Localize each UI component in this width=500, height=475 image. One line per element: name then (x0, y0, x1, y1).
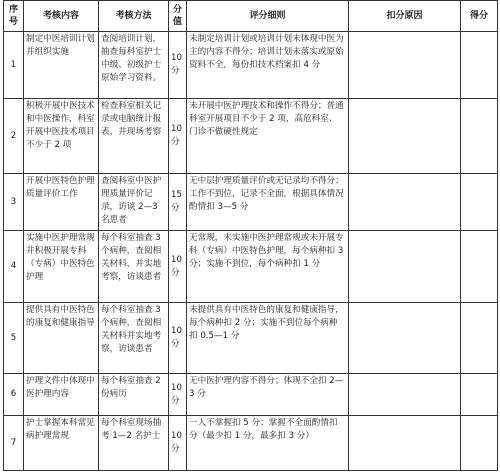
row-detail: 未提供具有中医特色的康复和健康指导，每个病种扣 2 分；实施不到位每个病种扣 0.5—1 分 (187, 303, 349, 374)
header-row (4, 1, 498, 32)
row-detail: 一人不掌握扣 5 分；掌握不全面酌情扣分（最少扣 1 分，最多扣 3 分） (187, 416, 349, 471)
row-content: 积极开展中医技术和中医操作，科室开展中医技术项目不少于 2 项 (24, 99, 99, 174)
row-no: 2 (4, 99, 24, 174)
row-method: 查阅培训计划，抽查每科室护士中级、初级护士原始学习资料。 (99, 32, 169, 99)
row-no: 1 (4, 32, 24, 99)
row-content: 护理文件中体现中医护理内容 (24, 374, 99, 416)
table-row (4, 174, 498, 231)
row-method: 每个科室抽查 3 个病种，查阅相关材料并实地考察，访谈患者 (99, 303, 169, 374)
row-reason (349, 416, 461, 471)
assessment-table (3, 0, 498, 471)
row-method: 检查科室相关记录或电脑统计报表，并现场考察 (99, 99, 169, 174)
header-got: 得分 (461, 1, 498, 32)
row-score: 10分 (169, 303, 187, 374)
row-content: 提供具有中医特色的康复和健康指导 (24, 303, 99, 374)
row-content: 护士掌握本科常见病护理常规 (24, 416, 99, 471)
row-got (461, 231, 498, 303)
row-score: 10分 (169, 231, 187, 303)
row-no: 6 (4, 374, 24, 416)
row-reason (349, 374, 461, 416)
row-reason (349, 231, 461, 303)
table-row (4, 303, 498, 374)
row-method: 每个科室现场抽考 1—2 名护士 (99, 416, 169, 471)
row-score: 10分 (169, 374, 187, 416)
table-row (4, 231, 498, 303)
row-got (461, 303, 498, 374)
row-got (461, 416, 498, 471)
row-score: 15分 (169, 174, 187, 231)
row-got (461, 32, 498, 99)
row-reason (349, 32, 461, 99)
row-no: 4 (4, 231, 24, 303)
row-no: 3 (4, 174, 24, 231)
row-score: 10分 (169, 32, 187, 99)
header-method: 考核方法 (99, 1, 169, 32)
row-content: 开展中医特色护理质量评价工作 (24, 174, 99, 231)
header-content: 考核内容 (24, 1, 99, 32)
row-score: 10分 (169, 99, 187, 174)
row-no: 7 (4, 416, 24, 471)
row-detail: 无中医护理内容不得分；体现不全扣 2—3 分 (187, 374, 349, 416)
row-score: 10分 (169, 416, 187, 471)
row-detail: 无中层护理质量评价或无记录均不得分；工作不到位，记录不全面，根据具体情况酌情扣 3—5 分 (187, 174, 349, 231)
row-method: 每个科室抽查 2 份病历 (99, 374, 169, 416)
row-content: 实施中医护理常规并积极开展专科（专病）中医特色护理 (24, 231, 99, 303)
row-got (461, 174, 498, 231)
table-row (4, 99, 498, 174)
table-row (4, 374, 498, 416)
row-method: 每个科室抽查 3 个病种，查阅相关材料，并实地考察，访谈患者 (99, 231, 169, 303)
row-detail: 未开展中医护理技术和操作不得分；普通科室开展项目不少于 2 项，高危科室、门诊不做硬性规定 (187, 99, 349, 174)
row-detail: 未制定培训计划或培训计划未体现中医为主的内容不得分；培训计划未落实或原始资料不全，每份扣技术档案扣 4 分 (187, 32, 349, 99)
table-row (4, 32, 498, 99)
row-content: 制定中医培训计划并组织实施 (24, 32, 99, 99)
row-reason (349, 303, 461, 374)
row-method: 查阅科室中医护理质量评价记录，访谈 2—3 名患者 (99, 174, 169, 231)
header-no: 序号 (4, 1, 24, 32)
header-score: 分值 (169, 1, 187, 32)
row-no: 5 (4, 303, 24, 374)
row-detail: 无常规，未实施中医护理常规或未开展专科（专病）中医特色护理，每个病种扣 3 分；实施不到位，每个病种扣 1 分 (187, 231, 349, 303)
row-reason (349, 99, 461, 174)
header-detail: 评分细则 (187, 1, 349, 32)
row-got (461, 99, 498, 174)
header-reason: 扣分原因 (349, 1, 461, 32)
row-reason (349, 174, 461, 231)
table-row (4, 416, 498, 471)
row-got (461, 374, 498, 416)
